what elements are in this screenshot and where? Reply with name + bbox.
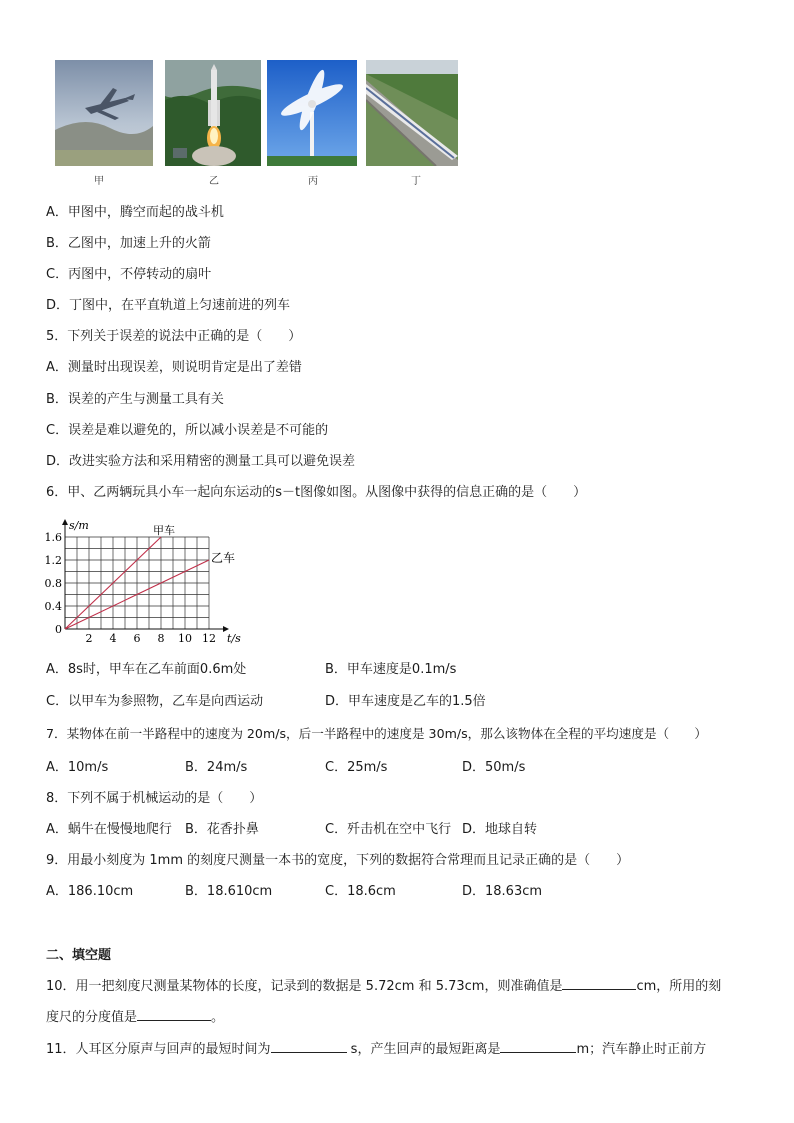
rocket-launch-image bbox=[165, 60, 261, 166]
q4-option-a: A．甲图中，腾空而起的战斗机 bbox=[46, 205, 224, 220]
q7-option-d: D．50m/s bbox=[462, 760, 526, 775]
q6-option-d: D．甲车速度是乙车的1.5倍 bbox=[325, 694, 486, 709]
y-tick-label: 0.8 bbox=[44, 577, 62, 590]
q4-option-c: C．丙图中，不停转动的扇叶 bbox=[46, 267, 212, 282]
series-label-yi: 乙车 bbox=[211, 551, 236, 565]
x-tick-label: 6 bbox=[133, 632, 141, 645]
x-tick-label: 4 bbox=[109, 632, 117, 645]
chart-axes bbox=[62, 519, 229, 632]
q10-text-1: 10．用一把刻度尺测量某物体的长度，记录到的数据是 5.72cm 和 5.73cm，则准确值是 bbox=[46, 979, 563, 994]
q4-option-d: D．丁图中，在平直轨道上匀速前进的列车 bbox=[46, 298, 291, 313]
q9-option-a: A．186.10cm bbox=[46, 884, 134, 899]
chart-grid bbox=[65, 537, 209, 629]
fighter-jet-image bbox=[55, 60, 153, 166]
q7-option-b: B．24m/s bbox=[185, 760, 248, 775]
q5-option-a: A．测量时出现误差，则说明肯定是出了差错 bbox=[46, 360, 302, 375]
q8-stem: 8．下列不属于机械运动的是（ ） bbox=[46, 791, 263, 806]
q11-text-2: s，产生回声的最短距离是 bbox=[346, 1042, 501, 1057]
q8-option-a: A．蜗牛在慢慢地爬行 bbox=[46, 822, 172, 837]
st-chart bbox=[40, 510, 270, 650]
x-tick-label: 2 bbox=[85, 632, 93, 645]
q5-option-b: B．误差的产生与测量工具有关 bbox=[46, 392, 224, 407]
section-heading: 二、填空题 bbox=[46, 948, 112, 963]
q4-option-b: B．乙图中，加速上升的火箭 bbox=[46, 236, 211, 251]
q10-blank-accurate[interactable] bbox=[562, 975, 636, 990]
series-label-jia: 甲车 bbox=[153, 524, 175, 537]
q8-option-d: D．地球自转 bbox=[462, 822, 538, 837]
q10-blank-division[interactable] bbox=[137, 1006, 211, 1021]
q8-option-c: C．歼击机在空中飞行 bbox=[325, 822, 452, 837]
y-axis-label: s/m bbox=[69, 519, 89, 532]
origin-label: 0 bbox=[55, 623, 62, 636]
q7-stem: 7．某物体在前一半路程中的速度为 20m/s，后一半路程中的速度是 30m/s，那么该物体在全程的平均速度是（ ） bbox=[46, 726, 707, 741]
q11-blank-distance[interactable] bbox=[500, 1038, 576, 1053]
q11-blank-time[interactable] bbox=[271, 1038, 347, 1053]
caption-bing: 丙 bbox=[308, 176, 318, 187]
q5-option-c: C．误差是难以避免的，所以减小误差是不可能的 bbox=[46, 423, 329, 438]
wind-turbine-image bbox=[267, 60, 357, 166]
q9-stem: 9．用最小刻度为 1mm 的刻度尺测量一本书的宽度，下列的数据符合常理而且记录正确的是（ ） bbox=[46, 853, 630, 868]
q10-text-2: cm，所用的刻 bbox=[636, 979, 722, 994]
q11-text-1: 11．人耳区分原声与回声的最短时间为 bbox=[46, 1042, 271, 1057]
q6-option-c: C．以甲车为参照物，乙车是向西运动 bbox=[46, 694, 264, 709]
y-axis-arrow bbox=[62, 519, 68, 525]
x-tick-label: 12 bbox=[202, 632, 216, 645]
q11-line bbox=[46, 1038, 706, 1057]
x-tick-label: 10 bbox=[178, 632, 192, 645]
q9-option-c: C．18.6cm bbox=[325, 884, 396, 899]
q10-text-4: 。 bbox=[211, 1010, 225, 1025]
q10-line2 bbox=[46, 1006, 224, 1025]
y-tick-label: 0.4 bbox=[44, 600, 62, 613]
q5-option-d: D．改进实验方法和采用精密的测量工具可以避免误差 bbox=[46, 454, 356, 469]
q7-option-c: C．25m/s bbox=[325, 760, 388, 775]
q8-option-b: B．花香扑鼻 bbox=[185, 822, 259, 837]
q6-stem: 6．甲、乙两辆玩具小车一起向东运动的s－t图像如图。从图像中获得的信息正确的是（ ） bbox=[46, 485, 587, 500]
q7-option-a: A．10m/s bbox=[46, 760, 109, 775]
q9-option-d: D．18.63cm bbox=[462, 884, 543, 899]
x-axis-label: t/s bbox=[227, 632, 241, 645]
q6-option-b: B．甲车速度是0.1m/s bbox=[325, 662, 457, 677]
y-tick-label: 1.6 bbox=[44, 531, 62, 544]
q10-text-3: 度尺的分度值是 bbox=[46, 1010, 138, 1025]
q6-option-a: A．8s时，甲车在乙车前面0.6m处 bbox=[46, 662, 247, 677]
train-image bbox=[366, 60, 458, 166]
y-tick-label: 1.2 bbox=[44, 554, 62, 567]
q9-option-b: B．18.610cm bbox=[185, 884, 273, 899]
q11-text-3: m；汽车静止时正前方 bbox=[576, 1042, 707, 1057]
chart-labels bbox=[45, 519, 242, 645]
caption-yi: 乙 bbox=[209, 176, 219, 187]
x-tick-label: 8 bbox=[157, 632, 165, 645]
q5-stem: 5．下列关于误差的说法中正确的是（ ） bbox=[46, 329, 302, 344]
caption-jia: 甲 bbox=[94, 176, 104, 187]
caption-ding: 丁 bbox=[411, 176, 421, 187]
q10-line1 bbox=[46, 975, 721, 994]
